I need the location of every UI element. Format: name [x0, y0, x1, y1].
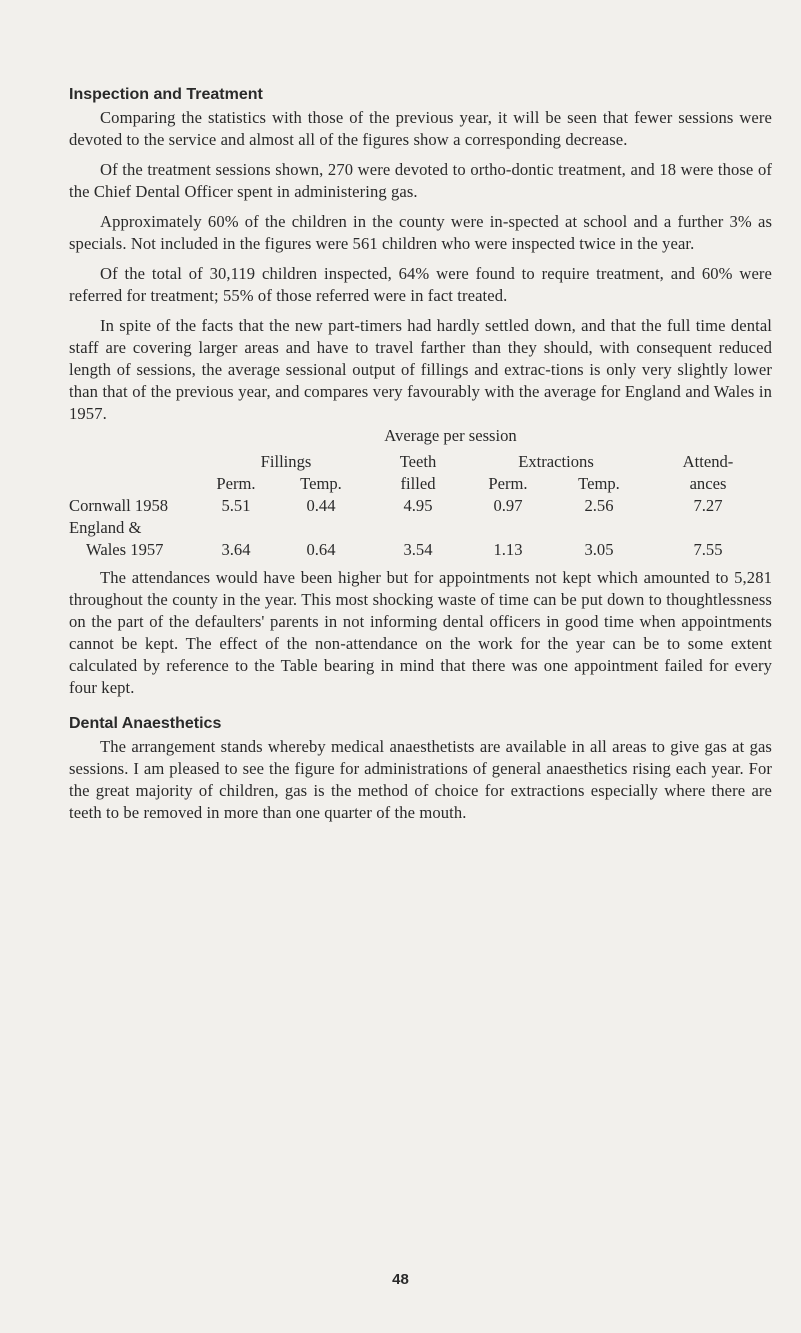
paragraph: Of the total of 30,119 children inspected, 64% were found to require treatment, and 60% were referred for treatment; 55% of those referred were in fact treated. [69, 264, 772, 305]
table-row [69, 517, 769, 539]
table-subheader-row [69, 473, 769, 495]
table-cell: 1.13 [493, 540, 523, 559]
page-content [69, 86, 772, 832]
header-teeth: Teeth [399, 452, 437, 471]
subheader-perm: Perm. [488, 474, 528, 493]
table-cell: 0.97 [493, 496, 523, 515]
table-header-row [69, 451, 769, 473]
table-row [69, 539, 769, 561]
header-extractions: Extractions [518, 452, 594, 471]
table-cell: 2.56 [584, 496, 614, 515]
paragraph: The attendances would have been higher but for appointments not kept which amounted to 5,281 throughout the county in the year. This most shocking waste of time can be put down to thoughtlessness on the part of the defaulters' parents in not informing dental officers in good time when appointments cannot be kept. The effect of the non-attendance on the work for the year can be to some extent calculated by reference to the Table bearing in mind that there was one appointment failed for every four kept. [69, 568, 772, 697]
table-title: Average per session [384, 426, 517, 445]
table-cell: 0.44 [306, 496, 336, 515]
row-label-continued: Wales 1957 [86, 540, 164, 559]
table-cell: 7.27 [693, 496, 723, 515]
session-average-table [69, 451, 769, 561]
table-cell: 3.64 [221, 540, 251, 559]
subheader-ances: ances [689, 474, 727, 493]
page-number: 48 [392, 1271, 409, 1288]
header-fillings: Fillings [260, 452, 312, 471]
row-label: Cornwall 1958 [69, 496, 169, 515]
paragraph: Of the treatment sessions shown, 270 were devoted to ortho-dontic treatment, and 18 were those of the Chief Dental Officer spent in administering gas. [69, 160, 772, 201]
subheader-temp: Temp. [578, 474, 620, 493]
table-cell: 0.64 [306, 540, 336, 559]
table-row [69, 495, 769, 517]
table-cell: 5.51 [221, 496, 251, 515]
subheader-filled: filled [400, 474, 436, 493]
subheader-temp: Temp. [300, 474, 342, 493]
subheader-perm: Perm. [216, 474, 256, 493]
table-cell: 7.55 [693, 540, 723, 559]
paragraph: The arrangement stands whereby medical anaesthetists are available in all areas to give gas at gas sessions. I am pleased to see the figure for administrations of general anaesthetics rising each year. For the great majority of children, gas is the method of choice for extractions especially where there are teeth to be removed in more than one quarter of the mouth. [69, 737, 772, 822]
table-cell: 3.54 [403, 540, 433, 559]
paragraph: Comparing the statistics with those of the previous year, it will be seen that fewer sessions were devoted to the service and almost all of the figures show a corresponding decrease. [69, 108, 772, 149]
section-heading-anaesthetics: Dental Anaesthetics [69, 715, 222, 732]
section-heading-inspection: Inspection and Treatment [69, 86, 263, 103]
paragraph: Approximately 60% of the children in the county were in-spected at school and a further 3% as specials. Not included in the figures were 561 children who were inspected twice in the year. [69, 212, 772, 253]
header-attendances: Attend- [682, 452, 734, 471]
row-label: England & [69, 518, 142, 537]
paragraph: In spite of the facts that the new part-timers had hardly settled down, and that the full time dental staff are covering larger areas and have to travel farther than they should, with consequent reduced length of sessions, the average sessional output of fillings and extrac-tions is only very slightly lower than that of the previous year, and compares very favourably with the average for England and Wales in 1957. [69, 316, 772, 423]
table-cell: 3.05 [584, 540, 614, 559]
table-cell: 4.95 [403, 496, 433, 515]
